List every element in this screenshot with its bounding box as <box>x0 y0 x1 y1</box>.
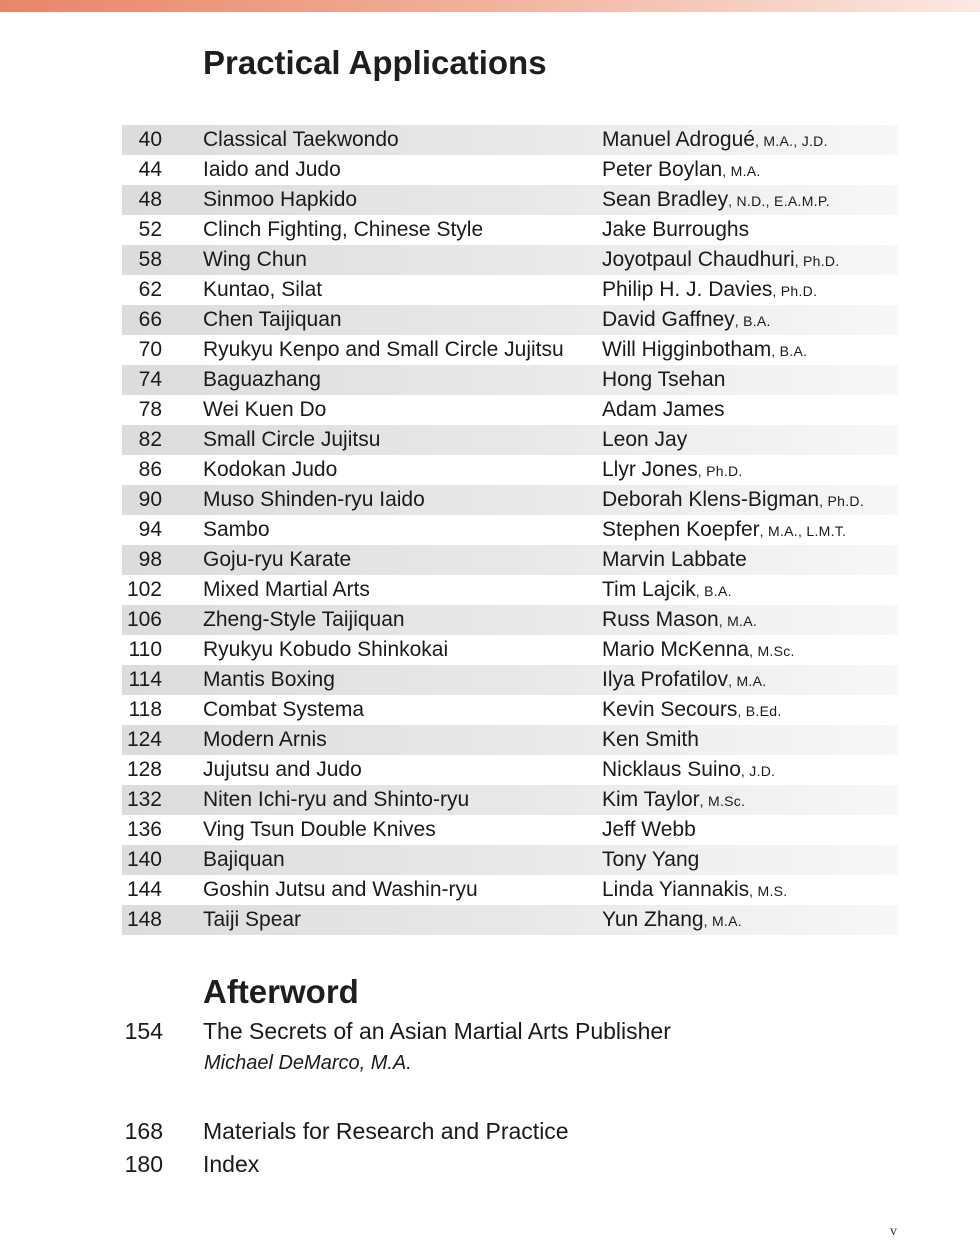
toc-row[interactable] <box>122 335 898 365</box>
toc-author-group <box>602 125 828 156</box>
toc-page-number: 70 <box>138 338 162 361</box>
toc-author-group <box>602 605 757 636</box>
toc-author: Yun Zhang <box>602 908 704 931</box>
toc-page-number: 52 <box>138 218 162 241</box>
toc-topic: Wing Chun <box>203 248 307 271</box>
toc-author-credentials: , B.A. <box>734 313 771 329</box>
toc-page-number: 154 <box>124 1018 163 1044</box>
toc-page-number: 118 <box>128 698 162 721</box>
toc-row[interactable] <box>122 365 898 395</box>
toc-topic: Ryukyu Kenpo and Small Circle Jujitsu <box>203 338 564 361</box>
toc-page-number: 58 <box>138 248 162 271</box>
toc-row[interactable] <box>122 785 898 815</box>
toc-author-group <box>602 395 725 426</box>
toc-author: Russ Mason <box>602 608 719 631</box>
toc-author: Marvin Labbate <box>602 548 747 571</box>
toc-author-group <box>602 755 775 786</box>
toc-author: Manuel Adrogué <box>602 128 755 151</box>
toc-author-credentials: , M.A. <box>722 163 761 179</box>
toc-row[interactable] <box>122 725 898 755</box>
toc-page-number: 40 <box>138 128 162 151</box>
toc-topic: Combat Systema <box>203 698 365 721</box>
toc-author: Stephen Koepfer <box>602 518 760 541</box>
toc-row[interactable] <box>122 185 898 215</box>
toc-author-group <box>602 665 766 696</box>
toc-row[interactable] <box>122 875 898 905</box>
toc-entry-title: The Secrets of an Asian Martial Arts Publisher <box>203 1018 671 1044</box>
toc-topic: Mixed Martial Arts <box>203 578 370 601</box>
toc-page-number: 132 <box>126 788 162 811</box>
toc-author-group <box>602 785 745 816</box>
toc-author-group <box>602 725 699 756</box>
toc-author-group <box>602 425 687 456</box>
toc-author: Tony Yang <box>602 848 700 871</box>
toc-topic: Wei Kuen Do <box>203 398 327 421</box>
toc-topic: Iaido and Judo <box>203 158 341 181</box>
toc-author: Will Higginbotham <box>602 338 772 361</box>
toc-topic: Baguazhang <box>203 368 321 391</box>
toc-page-number: 144 <box>126 878 162 901</box>
toc-page-number: 98 <box>138 548 162 571</box>
toc-author-credentials: , M.A. <box>703 913 742 929</box>
toc-page-number: 114 <box>128 668 162 691</box>
toc-topic: Taiji Spear <box>203 908 302 931</box>
toc-page-number: 86 <box>138 458 162 481</box>
toc-author-credentials: , Ph.D. <box>772 283 818 299</box>
toc-author-credentials: , M.A. <box>718 613 758 629</box>
toc-page-number: 62 <box>138 278 162 301</box>
toc-page-number: 110 <box>128 638 162 661</box>
toc-row[interactable] <box>122 305 898 335</box>
toc-author-group <box>602 695 782 726</box>
toc-author: Ken Smith <box>602 728 699 751</box>
toc-row[interactable] <box>122 695 898 725</box>
toc-author-group <box>602 875 787 906</box>
toc-author: Tim Lajcik <box>602 578 696 601</box>
toc-row[interactable] <box>122 155 898 185</box>
toc-author-credentials: , Ph.D. <box>697 463 743 479</box>
toc-author-group <box>602 845 699 876</box>
toc-author-group <box>602 635 795 666</box>
toc-author-credentials: , N.D., E.A.M.P. <box>728 193 830 209</box>
toc-table <box>122 125 898 935</box>
toc-author-group <box>602 905 742 936</box>
toc-author-credentials: , M.Sc. <box>699 793 746 809</box>
toc-author: Kim Taylor <box>602 788 700 811</box>
toc-row[interactable] <box>122 605 898 635</box>
toc-author: David Gaffney <box>602 308 735 331</box>
toc-author-group <box>602 185 830 216</box>
toc-topic: Sinmoo Hapkido <box>203 188 358 211</box>
toc-row[interactable] <box>122 515 898 545</box>
toc-row[interactable] <box>122 455 898 485</box>
toc-page-number: 48 <box>138 188 162 211</box>
toc-author: Deborah Klens-Bigman <box>602 488 820 511</box>
toc-author-credentials: , M.A., J.D. <box>754 133 828 149</box>
toc-row[interactable] <box>122 545 898 575</box>
toc-row[interactable] <box>122 425 898 455</box>
toc-row[interactable] <box>122 755 898 785</box>
toc-row[interactable] <box>122 665 898 695</box>
section-title-afterword: Afterword <box>203 973 359 1010</box>
toc-author-group <box>602 485 864 516</box>
toc-author-group <box>602 335 807 366</box>
toc-page-number: 180 <box>124 1151 163 1177</box>
toc-topic: Chen Taijiquan <box>203 308 342 331</box>
toc-row[interactable] <box>122 815 898 845</box>
toc-page-number: 74 <box>138 368 162 391</box>
toc-author-credentials: , Ph.D. <box>819 493 865 509</box>
toc-topic: Niten Ichi-ryu and Shinto-ryu <box>203 788 470 811</box>
toc-entry-title: Index <box>203 1151 260 1177</box>
toc-author-group <box>602 455 743 486</box>
toc-row[interactable] <box>122 395 898 425</box>
toc-author-credentials: , M.Sc. <box>749 643 795 659</box>
toc-author-credentials: , J.D. <box>740 763 776 779</box>
toc-page-number: 136 <box>126 818 162 841</box>
toc-topic: Muso Shinden-ryu Iaido <box>203 488 425 511</box>
toc-topic: Kodokan Judo <box>203 458 338 481</box>
toc-author-group <box>602 245 840 276</box>
toc-author: Llyr Jones <box>602 458 698 481</box>
toc-author-group <box>602 815 696 846</box>
toc-page-number: 124 <box>126 728 162 751</box>
toc-topic: Ryukyu Kobudo Shinkokai <box>203 638 449 661</box>
toc-author-credentials: , M.A., L.M.T. <box>759 523 847 539</box>
toc-author: Philip H. J. Davies <box>602 278 773 301</box>
toc-author: Adam James <box>602 398 725 421</box>
toc-row[interactable] <box>122 635 898 665</box>
toc-page-number: 66 <box>138 308 162 331</box>
toc-author: Jeff Webb <box>602 818 696 841</box>
toc-author: Linda Yiannakis <box>602 878 750 901</box>
toc-author: Joyotpaul Chaudhuri <box>602 248 795 271</box>
toc-topic: Mantis Boxing <box>203 668 335 691</box>
toc-topic: Clinch Fighting, Chinese Style <box>203 218 484 241</box>
toc-page-number: 102 <box>126 578 162 601</box>
toc-author-credentials: , M.S. <box>749 883 788 899</box>
toc-author: Kevin Secours <box>602 698 738 721</box>
toc-page-number: 128 <box>126 758 162 781</box>
toc-page-number: 148 <box>126 908 162 931</box>
toc-author-credentials: , Ph.D. <box>794 253 840 269</box>
toc-topic: Classical Taekwondo <box>203 128 399 151</box>
toc-page-number: 94 <box>138 518 162 541</box>
toc-topic: Jujutsu and Judo <box>203 758 362 781</box>
toc-author-group <box>602 575 732 606</box>
toc-row[interactable] <box>122 575 898 605</box>
toc-topic: Kuntao, Silat <box>203 278 323 301</box>
toc-entry-title: Materials for Research and Practice <box>203 1118 569 1144</box>
toc-author-group <box>602 365 725 396</box>
toc-topic: Bajiquan <box>203 848 285 871</box>
toc-row[interactable] <box>122 275 898 305</box>
toc-topic: Zheng-Style Taijiquan <box>203 608 405 631</box>
toc-page-number: 82 <box>138 428 162 451</box>
toc-author-group <box>602 155 761 186</box>
toc-topic: Modern Arnis <box>203 728 327 751</box>
toc-topic: Small Circle Jujitsu <box>203 428 381 451</box>
toc-author-credentials: , M.A. <box>728 673 767 689</box>
toc-author-credentials: , B.Ed. <box>737 703 782 719</box>
toc-topic: Goju-ryu Karate <box>203 548 352 571</box>
toc-author: Jake Burroughs <box>602 218 750 241</box>
toc-author: Nicklaus Suino <box>602 758 741 781</box>
section-title-practical-applications: Practical Applications <box>203 44 547 81</box>
toc-author-group <box>602 215 749 246</box>
toc-page-number: 168 <box>124 1118 163 1144</box>
header-accent-bar <box>0 0 980 12</box>
toc-author-group <box>602 275 817 306</box>
toc-topic: Goshin Jutsu and Washin-ryu <box>203 878 478 901</box>
toc-page-number: 140 <box>126 848 162 871</box>
toc-topic: Ving Tsun Double Knives <box>203 818 436 841</box>
toc-author-group <box>602 305 771 336</box>
toc-author: Peter Boylan <box>602 158 723 181</box>
toc-author-credentials: , B.A. <box>695 583 732 599</box>
toc-page-number: 78 <box>138 398 162 421</box>
toc-author-group <box>602 515 846 546</box>
afterword-author: Michael DeMarco, M.A. <box>204 1052 412 1074</box>
toc-author: Hong Tsehan <box>602 368 726 391</box>
toc-page-number: 44 <box>138 158 162 181</box>
toc-row[interactable] <box>122 905 898 935</box>
toc-row[interactable] <box>122 125 898 155</box>
toc-row[interactable] <box>122 245 898 275</box>
toc-page-number: 90 <box>138 488 162 511</box>
toc-author: Leon Jay <box>602 428 688 451</box>
toc-row[interactable] <box>122 215 898 245</box>
toc-author: Ilya Profatilov <box>602 668 729 691</box>
toc-author: Sean Bradley <box>602 188 729 211</box>
toc-row[interactable] <box>122 485 898 515</box>
toc-page-number: 106 <box>126 608 162 631</box>
toc-row[interactable] <box>122 845 898 875</box>
page-folio: v <box>890 1224 897 1239</box>
toc-author-group <box>602 545 747 576</box>
toc-topic: Sambo <box>203 518 270 541</box>
toc-author: Mario McKenna <box>602 638 750 661</box>
toc-author-credentials: , B.A. <box>771 343 808 359</box>
